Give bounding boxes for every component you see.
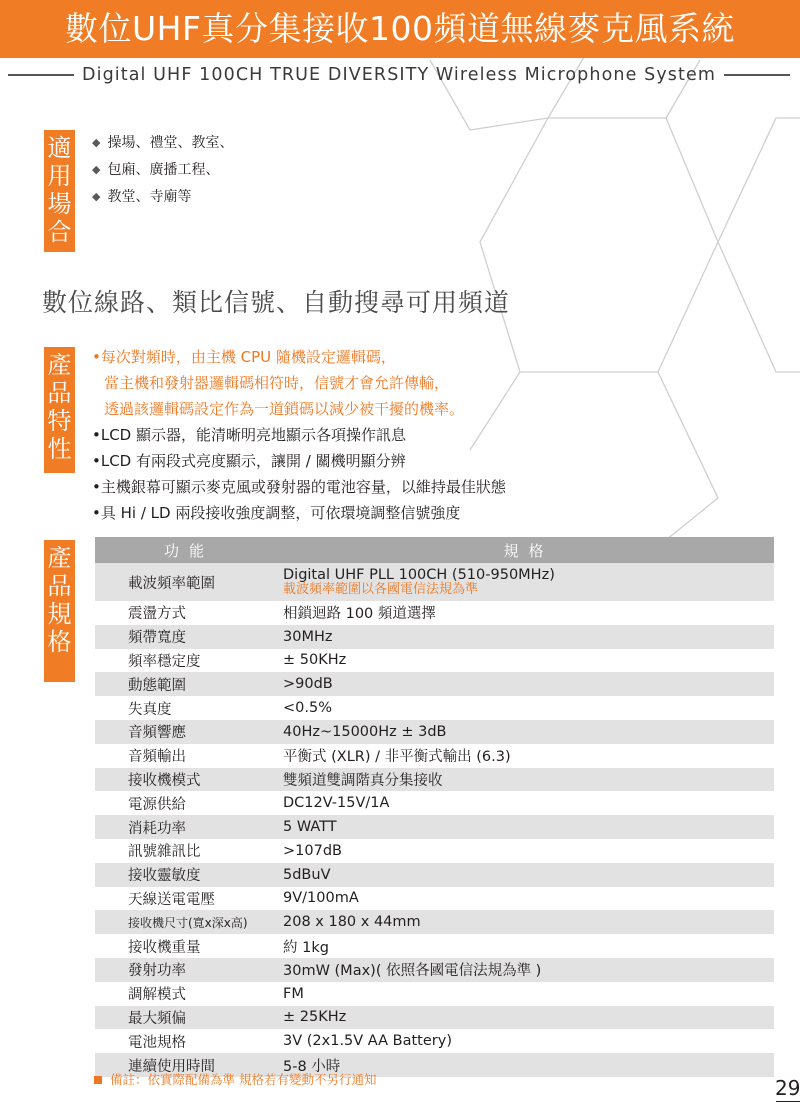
label-char: 性 [47, 435, 72, 463]
spec-value: ± 25KHz [283, 1006, 774, 1030]
spec-value: 平衡式 (XLR) / 非平衡式輸出 (6.3) [283, 749, 511, 766]
spec-name: 頻率穩定度 [128, 653, 201, 670]
footnote [94, 1070, 376, 1088]
table-row [95, 696, 774, 720]
spec-name: 發射功率 [95, 958, 283, 982]
spec-value: 5-8 小時 [283, 1053, 774, 1077]
applications-list [92, 130, 233, 211]
spec-value: FM [283, 985, 304, 1002]
square-bullet-icon [94, 1076, 102, 1084]
spec-value: 30mW (Max)( 依照各國電信法規為準 ) [283, 958, 774, 982]
spec-name: 震盪方式 [128, 606, 186, 623]
document-title: 數位UHF真分集接收100頻道無線麥克風系統 [0, 0, 800, 58]
spec-name: 動態範圍 [95, 672, 283, 696]
spec-name: 接收機重量 [128, 939, 201, 956]
label-char: 用 [47, 162, 72, 190]
spec-value-cell [283, 563, 774, 601]
applications-side-label [44, 130, 75, 252]
diamond-bullet-icon: ◆ [92, 163, 101, 176]
spec-name: 載波頻率範圍 [95, 563, 283, 601]
table-row [95, 1006, 774, 1030]
table-row [95, 887, 774, 911]
feature-item: •LCD 顯示器，能清晰明亮地顯示各項操作訊息 [92, 426, 406, 444]
spec-value: 約 1kg [283, 939, 329, 956]
feature-item: •主機銀幕可顯示麥克風或發射器的電池容量，以維持最佳狀態 [92, 478, 506, 496]
feature-item: •LCD 有兩段式亮度顯示，讓開 / 關機明顯分辨 [92, 452, 406, 470]
spec-name: 最大頻偏 [95, 1006, 283, 1030]
spec-name: 電源供給 [128, 796, 186, 813]
page-number: 29 [775, 1076, 800, 1100]
table-row [95, 744, 774, 768]
spec-header-row [95, 537, 774, 563]
table-row [95, 791, 774, 815]
label-char: 特 [47, 407, 72, 435]
spec-name: 音頻輸出 [128, 749, 186, 766]
table-row [95, 1029, 774, 1053]
spec-name: 頻帶寬度 [95, 625, 283, 649]
spec-header-function: 功能 [95, 537, 283, 563]
diamond-bullet-icon: ◆ [92, 190, 101, 203]
label-char: 場 [47, 190, 72, 218]
label-char: 品 [47, 572, 72, 600]
document-subtitle: Digital UHF 100CH TRUE DIVERSITY Wireless Microphone System [82, 65, 716, 85]
feature-highlight-line: 當主機和發射器邏輯碼相符時，信號才會允許傳輸， [104, 374, 450, 392]
spec-name: 接收機模式 [95, 768, 283, 792]
table-row [95, 839, 774, 863]
spec-value: 30MHz [283, 625, 774, 649]
feature-highlight-line: 透過該邏輯碼設定作為一道鎖碼以減少被干擾的機率。 [104, 400, 465, 418]
table-row [95, 982, 774, 1006]
section-headline: 數位線路、類比信號、自動搜尋可用頻道 [42, 288, 511, 317]
label-char: 品 [47, 379, 72, 407]
spec-name: 訊號雜訊比 [128, 844, 201, 861]
spec-value: 相鎖迴路 100 頻道選擇 [283, 606, 436, 623]
label-char: 規 [47, 600, 72, 628]
table-row [95, 563, 774, 601]
diamond-bullet-icon: ◆ [92, 136, 101, 149]
footnote-text: 備註：依實際配備為準 規格若有變動不另行通知 [110, 1072, 377, 1087]
label-char: 產 [47, 544, 72, 572]
spec-name: 消耗功率 [95, 815, 283, 839]
table-row [95, 768, 774, 792]
label-char: 適 [47, 134, 72, 162]
spec-value: DC12V-15V/1A [283, 795, 390, 812]
spec-value: 3V (2x1.5V AA Battery) [283, 1033, 452, 1050]
spec-value: 雙頻道雙調階真分集接收 [283, 768, 774, 792]
table-row [95, 910, 774, 934]
spec-value: 208 x 180 x 44mm [283, 910, 774, 934]
subtitle-rule-left [8, 74, 74, 76]
spec-name: 失真度 [128, 701, 172, 718]
spec-value: >107dB [283, 842, 342, 859]
spec-name: 連續使用時間 [95, 1053, 283, 1077]
spec-name: 接收靈敏度 [95, 863, 283, 887]
list-item: ◆ 操場、禮堂、教室、 [92, 135, 234, 151]
spec-value: >90dB [283, 672, 774, 696]
spec-header-spec: 規格 [283, 537, 774, 563]
features-side-label [44, 347, 75, 473]
list-item: ◆ 教堂、寺廟等 [92, 189, 192, 205]
spec-name: 音頻響應 [95, 720, 283, 744]
spec-value: 40Hz~15000Hz ± 3dB [283, 720, 774, 744]
spec-value: <0.5% [283, 700, 332, 717]
table-row [95, 720, 774, 744]
table-row [95, 625, 774, 649]
spec-value: 5dBuV [283, 863, 774, 887]
label-char: 合 [47, 218, 72, 246]
spec-note: 載波頻率範圍以各國電信法規為準 [283, 582, 479, 597]
table-row [95, 958, 774, 982]
spec-value: 5 WATT [283, 815, 774, 839]
table-row [95, 672, 774, 696]
subtitle-rule-right [724, 74, 790, 76]
label-char: 格 [47, 628, 72, 656]
feature-item: •具 Hi / LD 兩段接收強度調整，可依環境調整信號強度 [92, 504, 461, 522]
label-char: 產 [47, 351, 72, 379]
table-row [95, 649, 774, 673]
spec-name: 電池規格 [128, 1034, 186, 1051]
spec-name: 天線送電電壓 [128, 891, 215, 908]
table-row [95, 601, 774, 625]
specs-side-label [44, 540, 75, 682]
subtitle-row [0, 60, 800, 90]
page-number-rule [776, 1101, 800, 1102]
spec-table [95, 537, 774, 1077]
table-row [95, 863, 774, 887]
spec-value: ± 50KHz [283, 652, 347, 669]
features-list [92, 344, 506, 526]
spec-name: 接收機尺寸(寬x深x高) [95, 910, 283, 934]
list-item: ◆ 包廂、廣播工程、 [92, 162, 220, 178]
table-row [95, 934, 774, 958]
spec-value: Digital UHF PLL 100CH (510-950MHz) [283, 567, 555, 583]
table-row [95, 815, 774, 839]
feature-highlight-line: •每次對頻時，由主機 CPU 隨機設定邏輯碼， [92, 348, 396, 366]
spec-value: 9V/100mA [283, 890, 359, 907]
spec-name: 調解模式 [128, 987, 186, 1004]
